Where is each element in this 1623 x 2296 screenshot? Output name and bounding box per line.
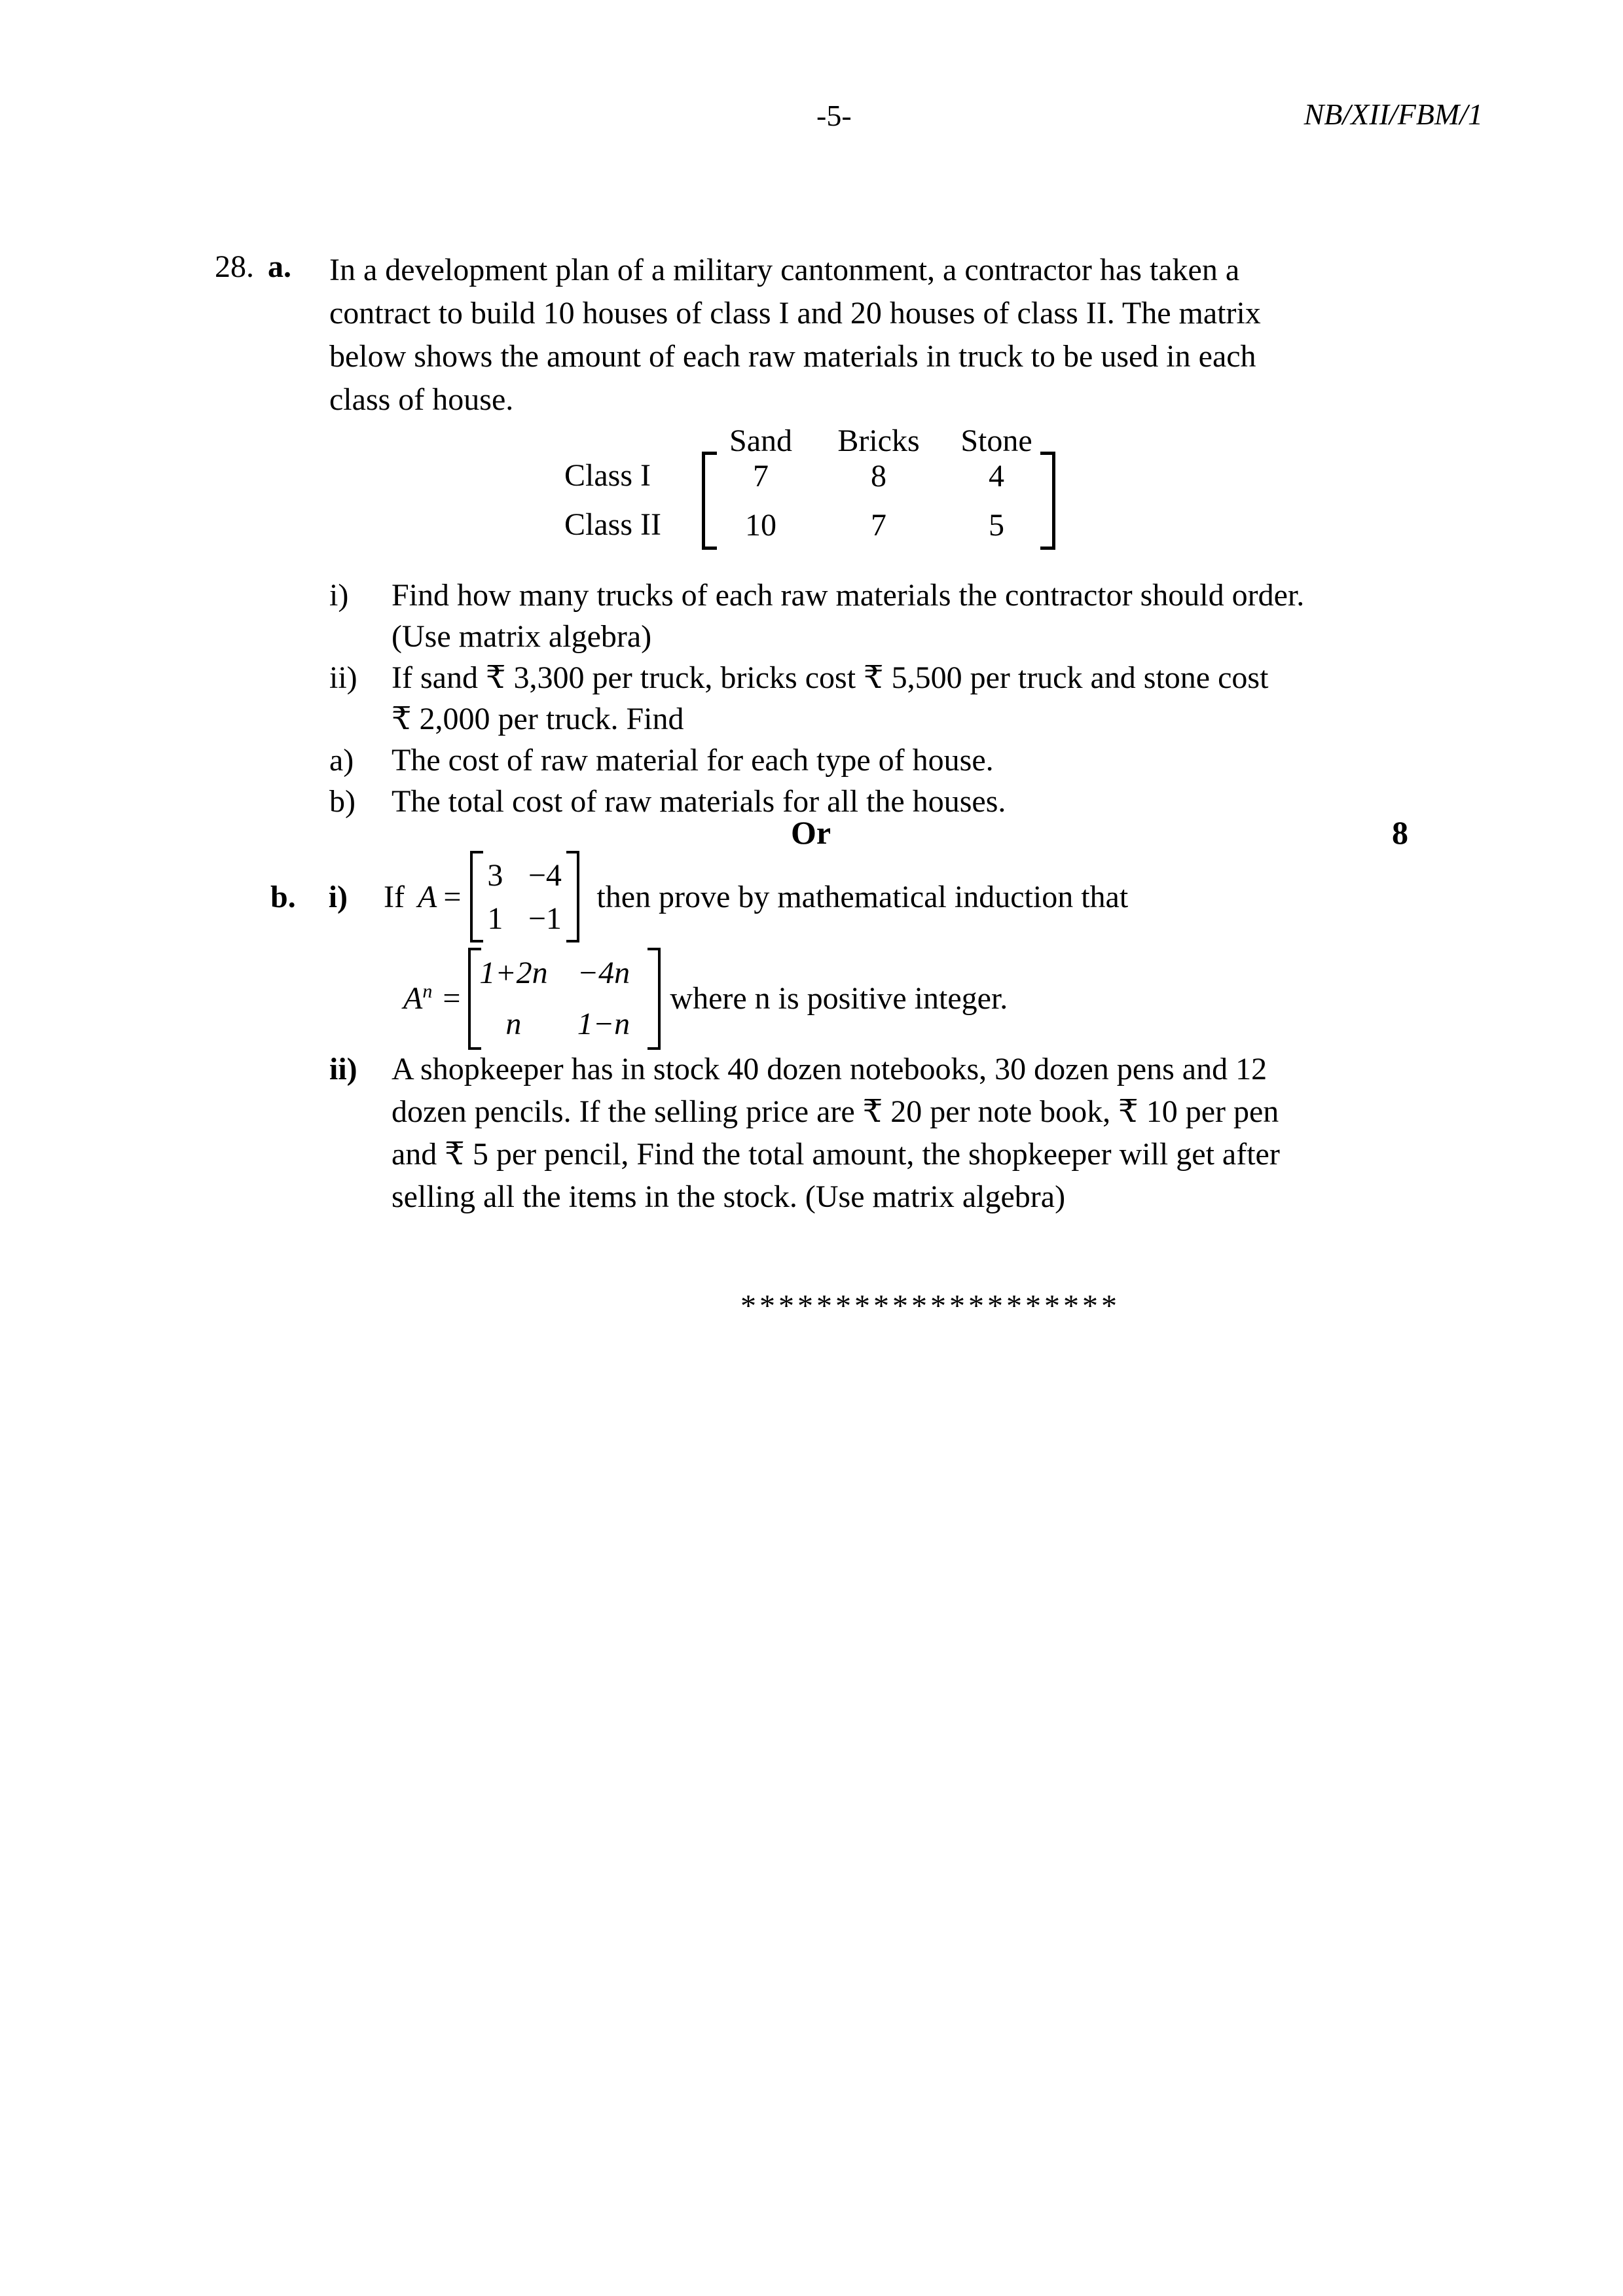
paragraph-line: contract to build 10 houses of class I and 20 houses of class II. The matrix	[329, 296, 1261, 331]
materials-matrix-grid	[702, 452, 1055, 550]
matrix-col-header-stone: Stone	[960, 423, 1032, 458]
item-text: A shopkeeper has in stock 40 dozen notebooks, 30 dozen pens and 12	[392, 1052, 1267, 1086]
item-label: i)	[329, 578, 349, 613]
matrix-cell: 1	[487, 901, 503, 936]
item-text: ₹ 2,000 per truck. Find	[392, 702, 684, 736]
or-label: Or	[791, 814, 831, 851]
item-label: i)	[328, 879, 348, 914]
matrix-cell: −4n	[577, 956, 630, 990]
part-a-paragraph	[329, 249, 1429, 422]
item-text: where n is positive integer.	[670, 981, 1008, 1016]
end-separator: ********************	[740, 1289, 1120, 1323]
matrix-cell: 8	[871, 459, 886, 493]
document-code: NB/XII/FBM/1	[1304, 98, 1483, 131]
matrix-A-grid	[475, 853, 575, 940]
question-item	[329, 1048, 1475, 1090]
matrix-cell: 7	[753, 459, 769, 493]
item-text: If sand ₹ 3,300 per truck, bricks cost ₹ 5,500 per truck and stone cost	[392, 660, 1269, 695]
equals-sign: =	[443, 879, 462, 914]
item-text: selling all the items in the stock. (Use matrix algebra)	[392, 1179, 1066, 1214]
math-variable-A-power-n	[403, 980, 432, 1016]
matrix-cell: −4	[528, 857, 562, 893]
part-a-items	[329, 575, 1475, 822]
matrix-cell: 7	[871, 508, 886, 543]
question-item	[329, 616, 1475, 657]
part-a-label: a.	[268, 249, 291, 284]
matrix-cell: 5	[989, 508, 1004, 543]
paragraph-line: below shows the amount of each raw materials in truck to be used in each	[329, 339, 1256, 374]
matrix-A	[470, 851, 579, 942]
item-text: and ₹ 5 per pencil, Find the total amount, the shopkeeper will get after	[392, 1137, 1280, 1172]
part-b-item-i-continued	[403, 944, 1008, 1052]
question-item	[329, 657, 1475, 698]
matrix-cell: 1+2n	[479, 956, 548, 990]
item-text: dozen pencils. If the selling price are ₹ 20 per note book, ₹ 10 per pen	[392, 1094, 1279, 1129]
matrix-col-header-sand: Sand	[729, 423, 792, 458]
question-item	[329, 698, 1475, 740]
item-text: The total cost of raw materials for all the houses.	[392, 784, 1006, 819]
question-item	[329, 1090, 1475, 1133]
matrix-row-labels	[564, 454, 661, 552]
matrix-cell: 1−n	[577, 1007, 630, 1041]
part-b-label: b.	[270, 879, 296, 914]
marks-value: 8	[1392, 814, 1408, 851]
item-text: then prove by mathematical induction that	[596, 879, 1129, 914]
question-item	[329, 781, 1475, 822]
question-item	[329, 740, 1475, 781]
part-b-item-ii	[329, 1048, 1475, 1218]
page-number: -5-	[816, 99, 852, 132]
item-text: If	[384, 879, 405, 914]
item-text: Find how many trucks of each raw materials the contractor should order.	[392, 578, 1305, 613]
paragraph-line: class of house.	[329, 382, 514, 417]
matrix-col-header-bricks: Bricks	[837, 423, 920, 458]
matrix-row-label-class2: Class II	[564, 507, 661, 542]
matrix-cell: n	[505, 1007, 522, 1041]
item-label: ii)	[329, 660, 357, 695]
item-label: ii)	[329, 1052, 357, 1086]
matrix-cell: 10	[745, 508, 776, 543]
item-text: (Use matrix algebra)	[392, 619, 652, 654]
math-n-exponent: n	[422, 980, 433, 1002]
math-variable-A: A	[418, 879, 437, 914]
equals-sign: =	[443, 981, 461, 1016]
materials-matrix	[702, 452, 1055, 550]
question-item	[329, 1175, 1475, 1218]
question-number: 28.	[215, 249, 254, 284]
matrix-cell: −1	[528, 901, 562, 936]
matrix-A-power-n	[468, 948, 661, 1050]
math-A-base: A	[403, 981, 423, 1016]
matrix-cell: 3	[487, 857, 503, 893]
paragraph-line: In a development plan of a military cantonment, a contractor has taken a	[329, 253, 1240, 287]
question-item	[329, 1133, 1475, 1175]
item-text: The cost of raw material for each type of house.	[392, 743, 994, 778]
item-label: a)	[329, 743, 354, 778]
matrix-cell: 4	[989, 459, 1004, 493]
item-label: b)	[329, 784, 356, 819]
question-item	[329, 575, 1475, 616]
matrix-An-grid	[477, 948, 657, 1050]
part-b-item-i	[270, 848, 1128, 946]
matrix-row-label-class1: Class I	[564, 458, 651, 493]
